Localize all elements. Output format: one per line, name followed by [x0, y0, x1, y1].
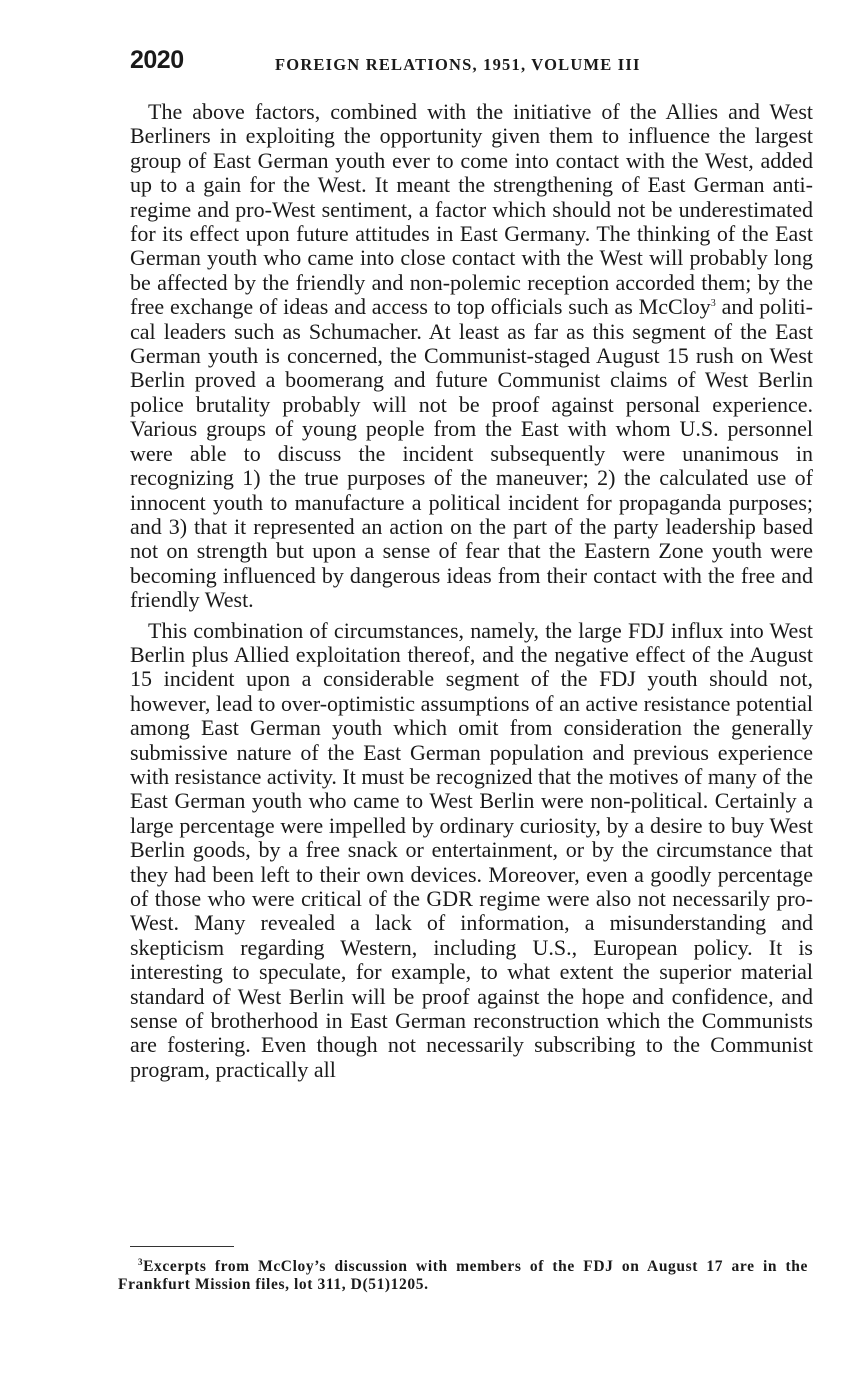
- paragraph-2: This combination of circumstances, namely, the large FDJ influx into West Berlin plus Allied exploitation thereof, and the negative effect of the August 15 incident upon a considerable segment of the FDJ youth should not, however, lead to over-optimistic assumptions of an active resistance potential among East German youth which omit from consideration the generally submissive nature of the East German population and previous experience with resistance activity. It must be recognized that the motives of many of the East German youth who came to West Berlin were non-political. Certainly a large percentage were impelled by ordinary curiosity, by a desire to buy West Berlin goods, by a free snack or entertainment, or by the circumstance that they had been left to their own devices. Moreover, even a goodly percentage of those who were critical of the GDR regime were also not necessarily pro-West. Many revealed a lack of information, a misunderstanding and skepticism regarding Western, including U.S., European policy. It is interesting to speculate, for example, to what extent the superior material standard of West Berlin will be proof against the hope and confidence, and sense of brotherhood in East German reconstruction which the Communists are fostering. Even though not necessarily subscribing to the Communist program, practically all: [130, 617, 813, 1082]
- body-text: [130, 100, 813, 1088]
- page-number: 2020: [130, 46, 184, 74]
- paragraph-1: [130, 100, 813, 613]
- footnote-rule: [130, 1246, 234, 1247]
- footnote: [118, 1258, 808, 1294]
- page-header: [130, 46, 820, 82]
- footnote-marker: 3: [138, 1257, 144, 1267]
- running-head: FOREIGN RELATIONS, 1951, VOLUME III: [275, 55, 641, 74]
- paragraph-1-text-b: and political leaders such as Schumacher. At least as far as this segment of the East German youth is concerned, the Communist-staged August 15 rush on West Berlin proved a boomerang and future Communist claims of West Berlin police brutality probably will not be proof against personal experience. Various groups of young people from the East with whom U.S. personnel were able to discuss the incident subsequently were unanimous in recognizing 1) the true purposes of the maneuver; 2) the calculated use of innocent youth to manufacture a political incident for propaganda purposes; and 3) that it represented an action on the part of the party leadership based not on strength but upon a sense of fear that the Eastern Zone youth were becoming influenced by dangerous ideas from their contact with the free and friendly West.: [130, 294, 813, 613]
- paragraph-1-text-a: The above factors, combined with the initiative of the Allies and West Berliners in exploiting the opportunity given them to influence the largest group of East German youth ever to come into contact with the West, added up to a gain for the West. It meant the strengthening of East German anti-regime and pro-West sentiment, a factor which should not be underestimated for its effect upon future attitudes in East Germany. The thinking of the East German youth who came into close contact with the West will probably long be affected by the friendly and non-polemic reception accorded them; by the free exchange of ideas and access to top officials such as McCloy: [130, 99, 813, 320]
- footnote-text: Excerpts from McCloy’s discussion with members of the FDJ on August 17 are in the Frankfurt Mission files, lot 311, D(51)1205.: [118, 1258, 808, 1293]
- footnote-reference-3: 3: [710, 298, 716, 310]
